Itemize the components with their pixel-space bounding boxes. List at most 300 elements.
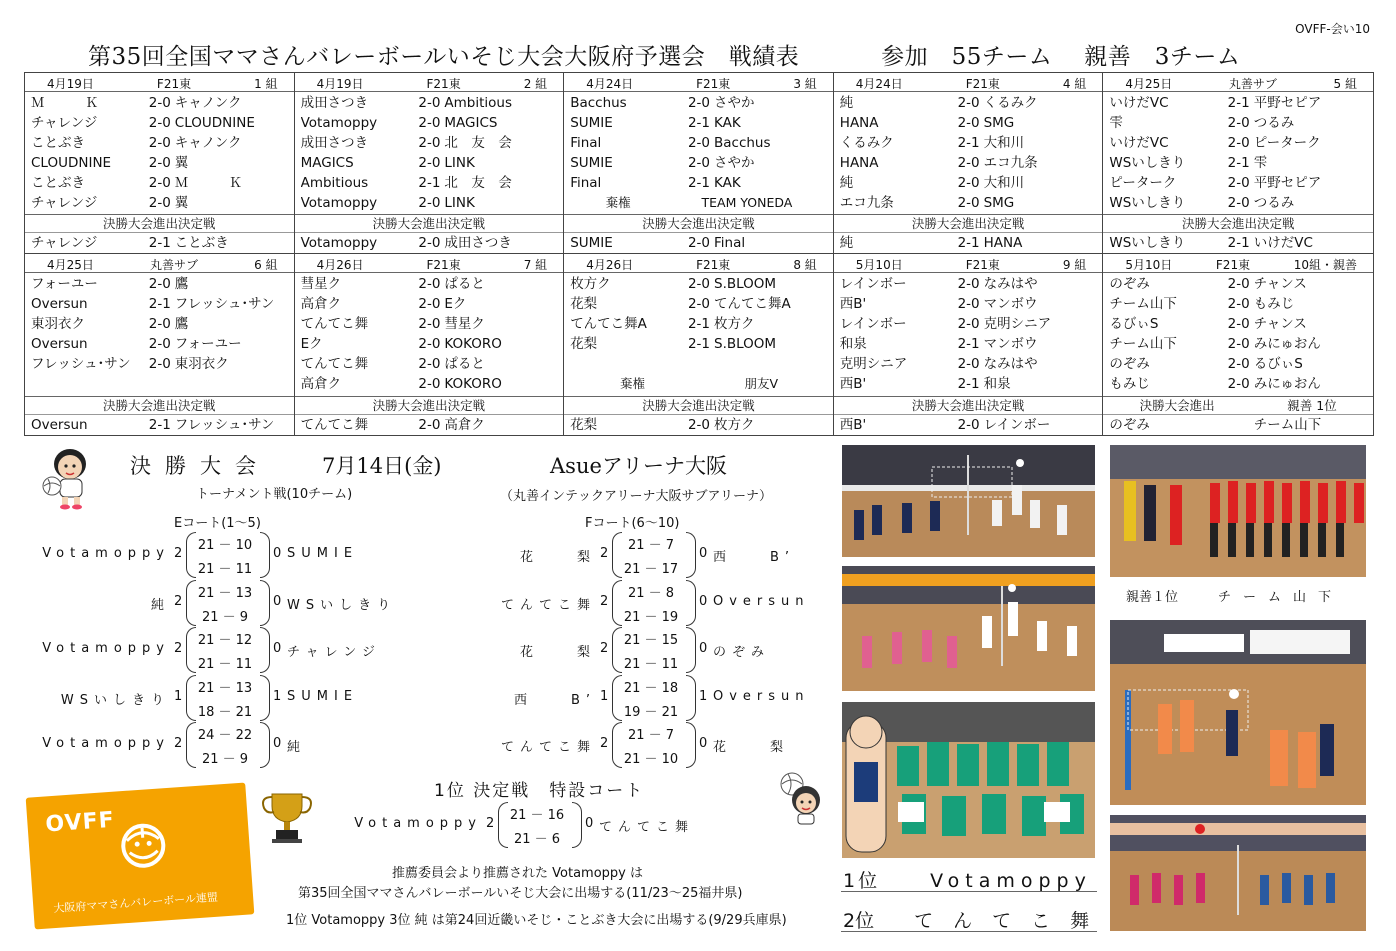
team-b: KOKORO <box>444 376 502 392</box>
group-header <box>25 254 294 273</box>
bracket-team-2: SUMIE <box>287 689 359 704</box>
team-a: のぞみ <box>1109 356 1150 372</box>
team-a: SUMIE <box>570 155 613 171</box>
team-b: KOKORO <box>444 336 502 352</box>
bracket-game-1: 21 － 13 <box>197 586 253 601</box>
team-b: フレッシュ･サン <box>174 296 275 312</box>
photo-match-2 <box>842 566 1095 691</box>
final-row <box>295 415 564 435</box>
logo-emblem-icon <box>114 818 174 878</box>
bracket-game-2: 21 － 11 <box>623 657 679 672</box>
match-row <box>31 274 289 294</box>
team-b: つるみ <box>1253 115 1295 131</box>
match-score: 2-0 <box>1227 356 1250 372</box>
group-venue: 丸善サブ <box>150 258 199 272</box>
match-row <box>840 314 1098 334</box>
final-title: 決勝大会 <box>130 454 270 478</box>
team-a: Votamoppy <box>300 115 378 131</box>
match-score: 2-0 <box>1227 135 1250 151</box>
bracket-sets-1: 2 <box>600 641 609 656</box>
team-a: 和泉 <box>839 336 867 352</box>
final-team-a: 西B' <box>839 417 867 433</box>
bracket-sets-2: 0 <box>699 736 708 751</box>
team-b: フォーユー <box>174 336 242 352</box>
match-score: 2-0 <box>418 276 441 292</box>
match-list <box>564 92 833 214</box>
group-venue: F21東 <box>965 77 1000 91</box>
bracket-game-2: 21 － 9 <box>201 610 249 625</box>
bracket-brace-right <box>260 627 270 673</box>
bracket-brace-right <box>686 675 696 721</box>
team-a: ことぶき <box>31 135 85 151</box>
f-court-label: Fコート(6～10) <box>585 516 680 531</box>
match-score: 2-0 <box>957 115 980 131</box>
match-score: 2-0 <box>1227 296 1250 312</box>
bracket-team-1: Votamoppy <box>42 736 170 751</box>
team-a: チャレンジ <box>31 195 98 211</box>
final-row <box>1103 415 1373 435</box>
final-team-b: 成田さつき <box>444 235 512 251</box>
team-a: てんてこ舞 <box>300 356 369 372</box>
bracket-sets-2: 0 <box>699 546 708 561</box>
team-a: CLOUDNINE <box>31 155 112 171</box>
team-b: みにゅおん <box>1253 376 1321 392</box>
team-b: SMG <box>983 195 1015 211</box>
match-row <box>31 334 289 354</box>
group-date: 4月26日 <box>586 258 634 272</box>
recommend-text: 推薦委員会より推薦された Votamoppy は <box>392 866 643 881</box>
group-header <box>295 254 564 273</box>
team-a: 高倉ク <box>300 296 342 312</box>
match-row <box>301 334 559 354</box>
team-b: 鷹 <box>174 276 189 292</box>
page-title <box>88 38 1260 71</box>
match-score: 2-0 <box>1227 276 1250 292</box>
match-score: 2-0 <box>418 356 441 372</box>
match-score: 2-0 <box>687 296 711 312</box>
team-a: チーム山下 <box>1109 296 1177 312</box>
match-list <box>564 273 833 396</box>
group-6 <box>25 254 295 435</box>
bracket-sets-1: 2 <box>600 546 609 561</box>
match-row <box>840 374 1098 394</box>
bracket-team-1: Votamoppy <box>354 816 482 831</box>
team-a: 克明シニア <box>839 356 908 372</box>
match-row <box>301 133 559 153</box>
final-label: 決勝大会進出決定戦 <box>564 214 833 233</box>
final-team-b: Final <box>714 235 746 251</box>
group-date: 4月24日 <box>586 77 634 91</box>
rank-2-label: 2位 <box>843 910 875 932</box>
bracket-team-2: てんてこ舞 <box>599 820 695 835</box>
bracket-team-1: WSいしきり <box>60 693 170 708</box>
bracket-sets-1: 2 <box>174 736 183 751</box>
team-a: ことぶき <box>31 175 85 191</box>
bracket-game-1: 21 － 10 <box>197 538 253 553</box>
bracket-game-2: 19 － 21 <box>623 705 679 720</box>
match-score: 2-0 <box>418 296 441 312</box>
bracket-team-2: 花 梨 <box>713 740 790 755</box>
match-row <box>31 133 289 153</box>
bracket-team-1: てんてこ舞 <box>500 740 596 755</box>
final-team-b: レインボー <box>983 417 1051 433</box>
team-b: 東羽衣ク <box>174 356 229 372</box>
match-row <box>1109 354 1368 374</box>
match-row <box>31 314 289 334</box>
final-team-a: WSいしきり <box>1109 235 1186 251</box>
team-b: SMG <box>983 115 1015 131</box>
team-a: てんてこ舞A <box>570 316 647 332</box>
group-number: 5 組 <box>1333 77 1357 91</box>
bracket-game-1: 21 － 8 <box>627 586 675 601</box>
bracket-game-1: 21 － 13 <box>197 681 253 696</box>
match-row <box>840 93 1098 113</box>
match-row <box>570 173 828 193</box>
team-b: さやか <box>714 155 755 171</box>
match-score: 2-1 <box>1227 155 1250 171</box>
final-team-a: 純 <box>839 235 854 251</box>
photo-match-1 <box>842 445 1095 557</box>
match-list <box>834 92 1103 214</box>
group-date: 4月24日 <box>855 77 903 91</box>
team-b: LINK <box>444 195 475 211</box>
group-venue: F21東 <box>696 258 731 272</box>
team-a: Ambitious <box>300 175 369 191</box>
group-number: 1 組 <box>254 77 278 91</box>
title-participants: 参加 55チーム <box>881 44 1053 70</box>
match-row <box>1109 93 1368 113</box>
match-row <box>570 113 828 133</box>
forfeit-note <box>570 374 828 394</box>
match-score: 2-1 <box>687 115 711 131</box>
bracket-game-2: 21 － 11 <box>197 657 253 672</box>
final-label <box>1103 396 1373 415</box>
team-a: もみじ <box>1109 376 1150 392</box>
group-number: 10組・親善 <box>1293 258 1357 272</box>
group-date: 4月25日 <box>47 258 94 272</box>
bracket-brace-right <box>686 627 696 673</box>
team-b: 雫 <box>1253 155 1268 171</box>
team-b: みにゅおん <box>1253 336 1321 352</box>
match-row <box>570 153 828 173</box>
final-label-a: 決勝大会進出 <box>1139 398 1215 413</box>
final-score: 2-0 <box>687 235 711 251</box>
team-b: マンボウ <box>983 296 1038 312</box>
team-a: いけだVC <box>1109 135 1169 151</box>
friendly-label: 親善１位 <box>1126 590 1179 605</box>
match-row <box>570 274 828 294</box>
match-score: 2-0 <box>957 356 980 372</box>
photo-match-3 <box>1110 620 1366 805</box>
bracket-brace-right <box>260 722 270 768</box>
match-score: 2-0 <box>418 95 441 111</box>
match-score: 2-0 <box>418 155 441 171</box>
match-score: 2-1 <box>957 376 980 392</box>
final-label: 決勝大会進出決定戦 <box>1103 214 1373 233</box>
match-score: 2-0 <box>957 195 980 211</box>
final-team-b: いけだVC <box>1253 235 1313 251</box>
match-score: 2-0 <box>1227 195 1250 211</box>
team-a: Oversun <box>31 296 88 312</box>
match-row <box>840 334 1098 354</box>
team-b: チャンス <box>1253 316 1307 332</box>
final-team-a: Votamoppy <box>300 235 378 251</box>
match-score: 2-0 <box>148 135 171 151</box>
match-row <box>840 133 1098 153</box>
team-a: レインボー <box>839 316 907 332</box>
team-a: WSいしきり <box>1109 195 1186 211</box>
match-score: 2-0 <box>1227 316 1250 332</box>
divider <box>841 891 1097 892</box>
final-heading <box>130 450 728 480</box>
final-score <box>1224 415 1254 435</box>
team-b: キャノンク <box>174 135 242 151</box>
arena-sub: （丸善インテックアリーナ大阪サブアリーナ） <box>500 489 772 504</box>
match-row <box>840 274 1098 294</box>
match-score: 2-0 <box>418 195 441 211</box>
rank-2 <box>843 906 1109 933</box>
team-b: Ambitious <box>444 95 512 111</box>
match-score: 2-0 <box>1227 175 1250 191</box>
match-score: 2-0 <box>148 155 171 171</box>
team-a: てんてこ舞 <box>300 316 369 332</box>
bracket-game-1: 21 － 7 <box>627 538 675 553</box>
final-score: 2-1 <box>1227 235 1250 251</box>
match-row <box>1109 113 1368 133</box>
team-a: Eク <box>300 336 323 352</box>
bracket-brace-right <box>686 532 696 578</box>
match-row <box>301 93 559 113</box>
group-number: 2 組 <box>523 77 548 91</box>
bracket-game-1: 21 － 15 <box>623 633 679 648</box>
match-row <box>840 113 1098 133</box>
mascot-ball-icon <box>778 770 824 826</box>
team-b: 枚方ク <box>714 316 755 332</box>
match-list <box>1103 273 1373 396</box>
bracket-sets-2: 0 <box>273 546 282 561</box>
logo-subtitle: 大阪府ママさんバレーボール連盟 <box>53 890 219 916</box>
photo-match-4 <box>1110 815 1366 931</box>
group-header <box>564 254 833 273</box>
team-b: CLOUDNINE <box>174 115 255 131</box>
team-b: 北 友 会 <box>444 175 512 191</box>
forfeit-team: 朋友V <box>744 376 779 391</box>
team-b: 鷹 <box>174 316 189 332</box>
match-score: 2-0 <box>957 276 980 292</box>
bracket-sets-2: 0 <box>273 641 282 656</box>
match-row <box>301 193 559 213</box>
team-a: HANA <box>839 115 879 131</box>
team-b: てんてこ舞A <box>714 296 791 312</box>
bracket-team-2: Oversun <box>713 689 810 704</box>
bracket-team-1: Votamoppy <box>42 546 170 561</box>
team-a: HANA <box>839 155 879 171</box>
match-score: 2-0 <box>418 115 441 131</box>
match-row <box>1109 193 1368 213</box>
team-a: フレッシュ･サン <box>31 356 131 372</box>
match-row <box>301 274 559 294</box>
match-row <box>31 294 289 314</box>
team-b: なみはや <box>983 356 1038 372</box>
bracket-sets-2: 0 <box>699 641 708 656</box>
final-team-b: 高倉ク <box>444 417 485 433</box>
photo-team-votamoppy <box>842 702 1095 858</box>
match-score: 2-0 <box>148 95 171 111</box>
final-score: 2-1 <box>148 235 171 251</box>
results-grid <box>24 72 1374 436</box>
group-7 <box>295 254 565 435</box>
team-a: 枚方ク <box>570 276 611 292</box>
match-score: 2-1 <box>687 316 711 332</box>
team-b: 大和川 <box>983 135 1025 151</box>
group-5 <box>1103 73 1373 254</box>
group-header <box>1103 73 1373 92</box>
team-a: 成田さつき <box>300 135 369 151</box>
group-number: 4 組 <box>1062 77 1087 91</box>
match-score: 2-1 <box>687 336 711 352</box>
final-label: 決勝大会進出決定戦 <box>295 214 564 233</box>
final-label: 決勝大会進出決定戦 <box>25 214 294 233</box>
final-team-a: てんてこ舞 <box>300 417 369 433</box>
bracket-game-2: 21 － 10 <box>623 752 679 767</box>
team-b: 平野セピア <box>1253 175 1322 191</box>
friendly-first <box>1126 586 1343 605</box>
team-a: レインボー <box>839 276 907 292</box>
match-score: 2-0 <box>418 135 441 151</box>
match-score: 2-0 <box>418 316 441 332</box>
photo-lineup <box>1110 445 1366 577</box>
match-score: 2-0 <box>957 316 980 332</box>
final-team-b: HANA <box>983 235 1023 251</box>
final-team-a: チャレンジ <box>31 235 98 251</box>
team-a: 彗星ク <box>300 276 342 292</box>
match-score: 2-0 <box>148 336 171 352</box>
group-number: 6 組 <box>254 258 278 272</box>
bracket-team-2: WSいしきり <box>287 598 397 613</box>
group-venue: F21東 <box>426 258 461 272</box>
bracket-sets-1: 1 <box>600 689 609 704</box>
document-code: OVFF-会い10 <box>1295 22 1370 36</box>
group-date: 4月19日 <box>316 77 364 91</box>
final-score: 2-0 <box>957 417 980 433</box>
bracket-sets-1: 2 <box>174 641 183 656</box>
match-score: 2-1 <box>148 296 171 312</box>
team-a: 東羽衣ク <box>31 316 85 332</box>
bracket-game-2: 21 － 19 <box>623 610 679 625</box>
match-score: 2-1 <box>1227 95 1250 111</box>
team-a: 花梨 <box>570 296 598 312</box>
friendly-team: チーム山下 <box>1218 590 1344 605</box>
match-row <box>840 173 1098 193</box>
match-list <box>25 273 294 396</box>
final-team-a: のぞみ <box>1109 417 1150 433</box>
first-place-title: 1位 決定戦 特設コート <box>434 781 645 801</box>
match-score: 2-0 <box>148 195 171 211</box>
group-venue: F21東 <box>426 77 461 91</box>
final-team-b: フレッシュ･サン <box>174 417 275 433</box>
team-b: つるみ <box>1253 195 1295 211</box>
team-b: マンボウ <box>983 336 1038 352</box>
match-score: 2-0 <box>1227 115 1250 131</box>
rank-2-team: てんてこ舞 <box>914 910 1110 932</box>
bracket-sets-2: 1 <box>699 689 708 704</box>
team-b: KAK <box>714 115 741 131</box>
final-team-b: 枚方ク <box>714 417 755 433</box>
bracket-sets-1: 1 <box>174 689 183 704</box>
divider <box>841 931 1097 932</box>
match-score: 2-0 <box>148 316 171 332</box>
bracket-game-2: 21 － 9 <box>201 752 249 767</box>
final-label: 決勝大会進出決定戦 <box>295 396 564 415</box>
final-label: 決勝大会進出決定戦 <box>834 214 1103 233</box>
mascot-icon <box>40 446 102 510</box>
team-b: 克明シニア <box>983 316 1052 332</box>
bracket-brace-right <box>686 722 696 768</box>
match-row <box>301 354 559 374</box>
team-b: さやか <box>714 95 755 111</box>
final-row <box>1103 233 1373 253</box>
bracket-team-2: Oversun <box>713 594 810 609</box>
team-a: Ｍ Ｋ <box>31 95 99 111</box>
final-score: 2-0 <box>418 417 441 433</box>
match-score: 2-1 <box>687 175 711 191</box>
bracket-sets-2: 0 <box>273 594 282 609</box>
final-row <box>25 233 294 253</box>
match-list <box>295 92 564 214</box>
group-header <box>834 73 1103 92</box>
match-row <box>1109 153 1368 173</box>
final-team-a: 花梨 <box>570 417 598 433</box>
match-row <box>1109 294 1368 314</box>
team-b: LINK <box>444 155 475 171</box>
bracket-game-2: 21 － 6 <box>513 832 561 847</box>
team-b: S.BLOOM <box>714 276 777 292</box>
final-team-a: SUMIE <box>570 235 613 251</box>
match-score: 2-0 <box>687 276 711 292</box>
match-row <box>840 354 1098 374</box>
match-row <box>31 173 289 193</box>
match-row <box>31 153 289 173</box>
match-row <box>301 173 559 193</box>
group-header <box>295 73 564 92</box>
bracket-brace-right <box>260 675 270 721</box>
bracket-team-1: 花 梨 <box>519 645 596 660</box>
bracket-brace-right <box>686 580 696 626</box>
match-score: 2-0 <box>148 356 171 372</box>
group-venue: F21東 <box>1215 258 1251 272</box>
match-row <box>570 334 828 354</box>
bracket-game-1: 21 － 7 <box>627 728 675 743</box>
group-date: 5月10日 <box>855 258 903 272</box>
team-b: Bacchus <box>714 135 771 151</box>
recommend-text-3: 1位 Votamoppy 3位 純 は第24回近畿いそじ・ことぶき大会に出場する(9/29兵庫県) <box>286 913 787 928</box>
bracket-team-2: 西 B’ <box>713 550 796 565</box>
bracket-team-1: 花 梨 <box>519 550 596 565</box>
final-team-a: Oversun <box>31 417 88 433</box>
group-header <box>564 73 833 92</box>
logo-text: OVFF <box>44 807 116 838</box>
match-score: 2-0 <box>957 296 980 312</box>
rank-1-label: 1位 <box>843 870 881 892</box>
final-arena: Asueアリーナ大阪 <box>550 454 728 478</box>
team-a: Oversun <box>31 336 88 352</box>
team-a: WSいしきり <box>1109 155 1186 171</box>
match-row <box>570 294 828 314</box>
team-b: 北 友 会 <box>444 135 512 151</box>
team-a: Final <box>570 135 602 151</box>
bracket-team-2: のぞみ <box>713 645 771 660</box>
bracket-team-1: 西 B’ <box>513 693 596 708</box>
